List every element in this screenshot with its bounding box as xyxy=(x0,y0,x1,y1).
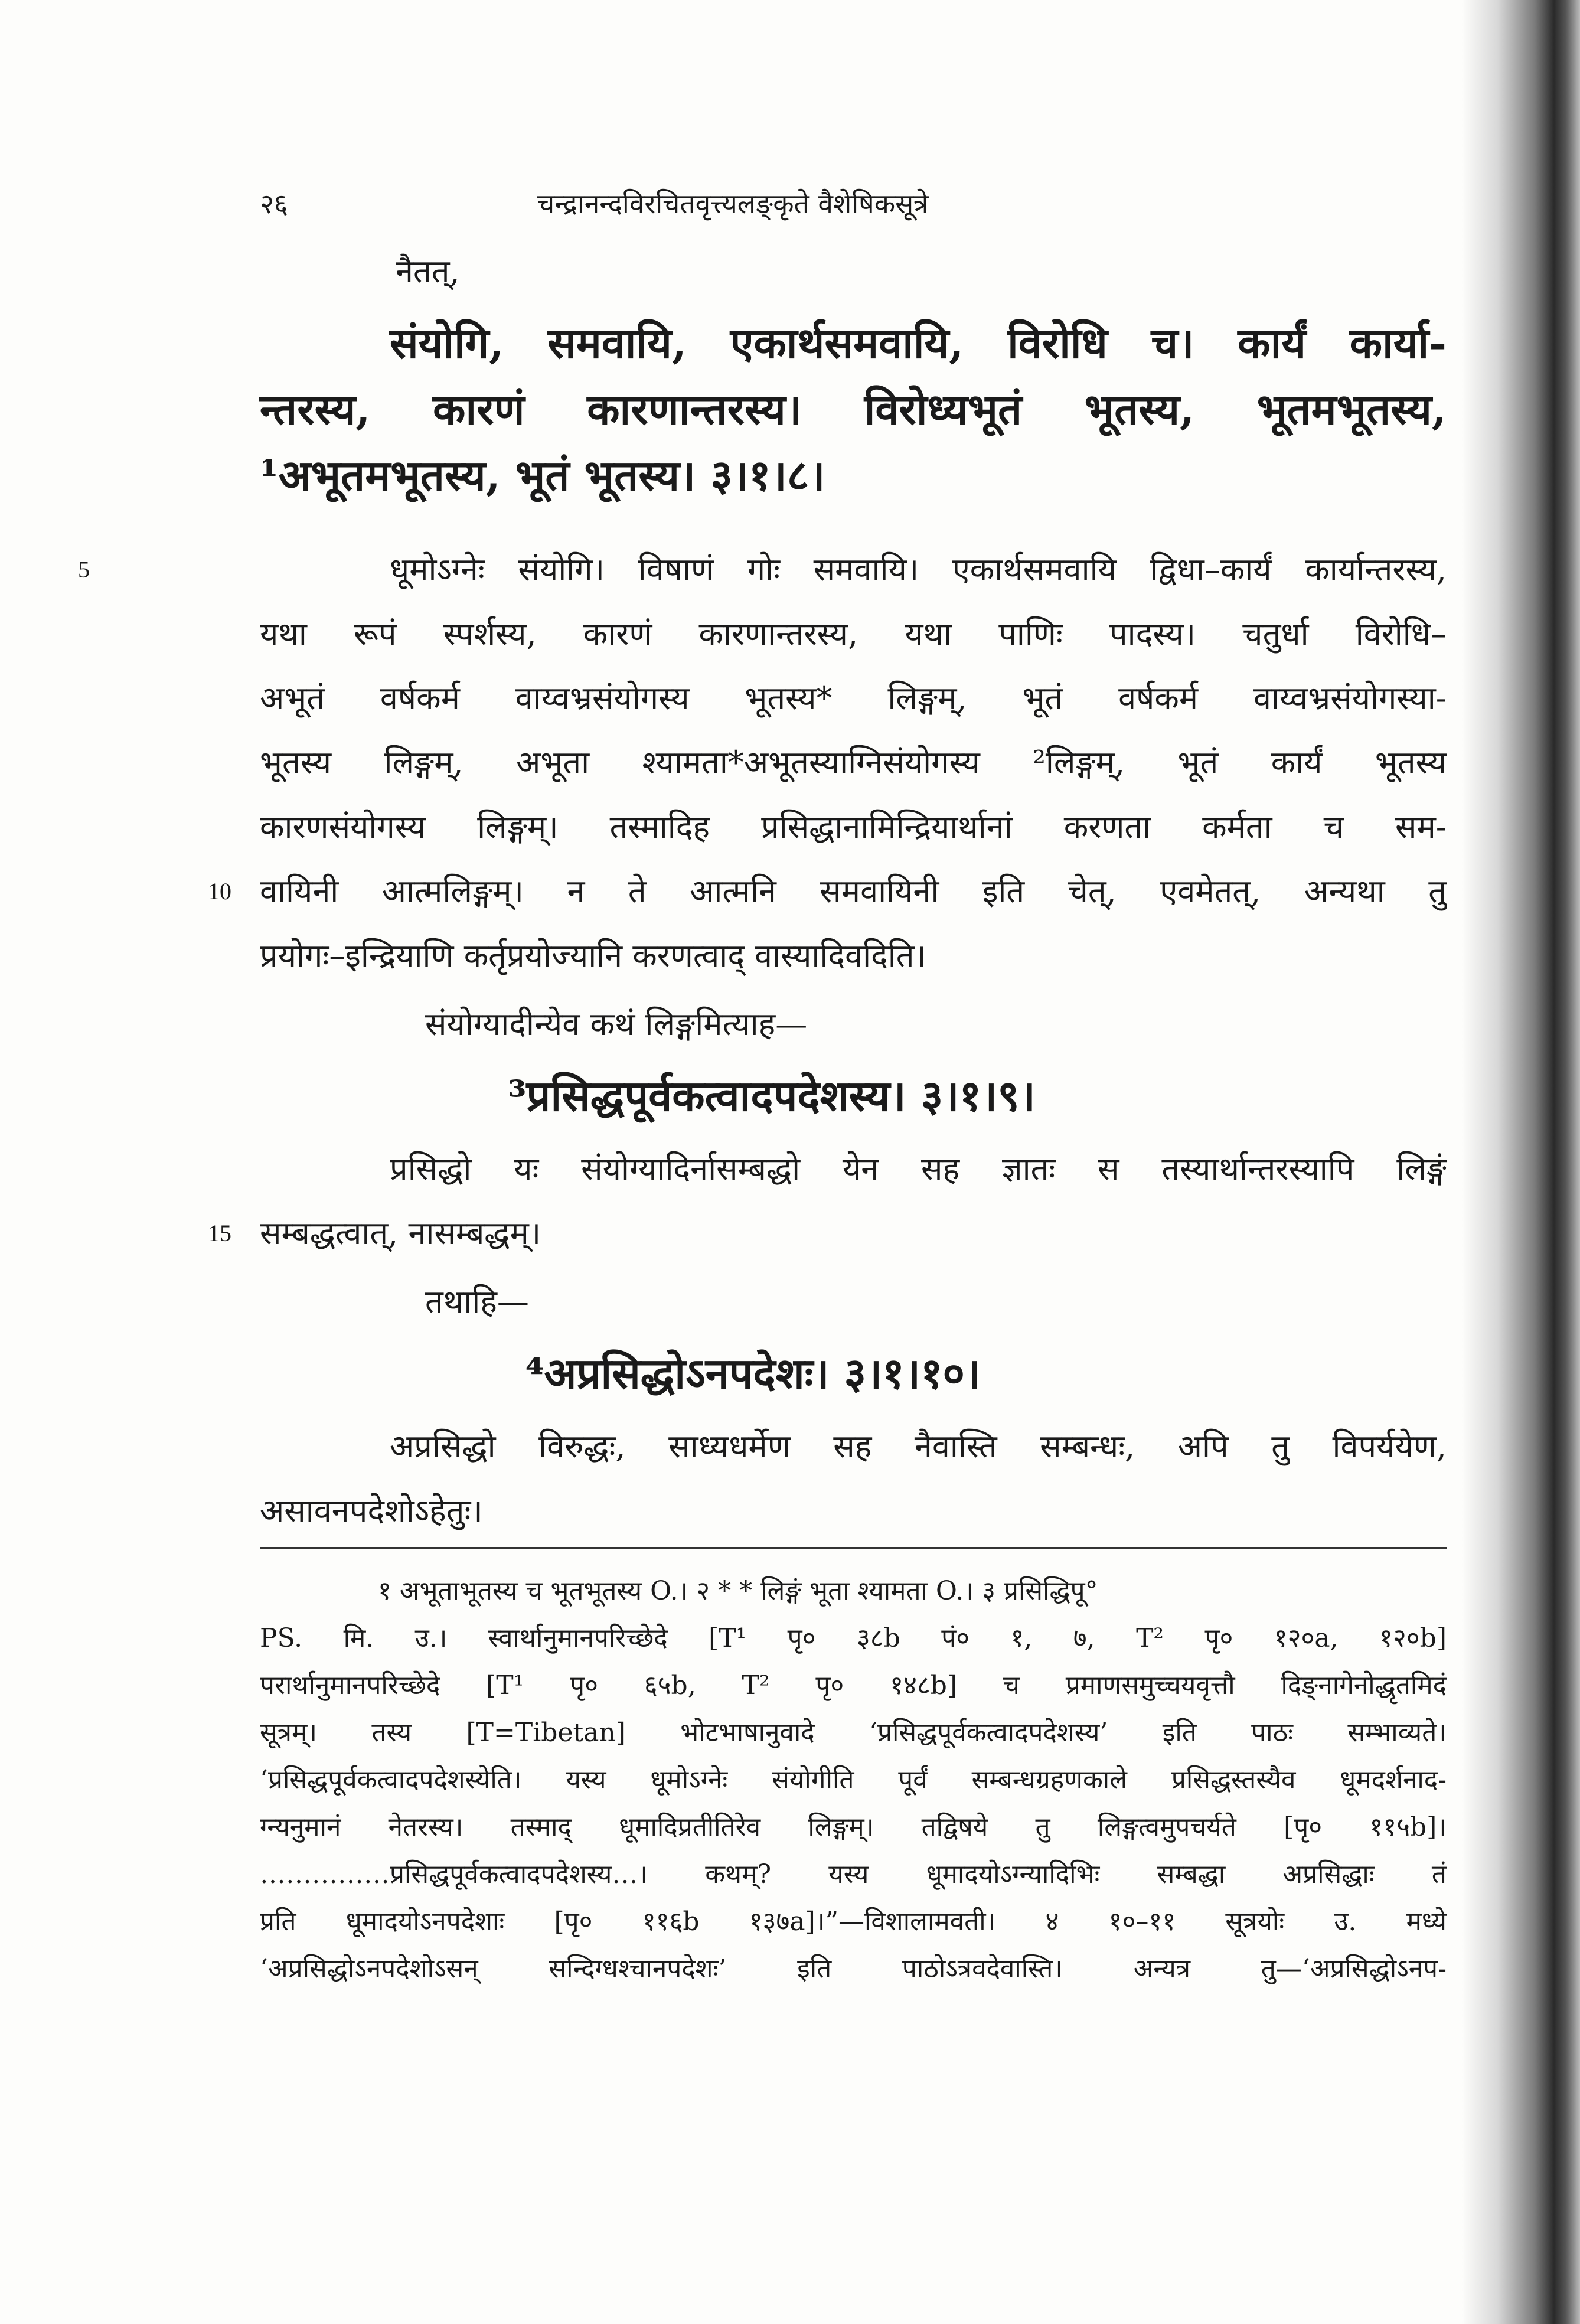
lead-line: तथाहि— xyxy=(425,1283,529,1320)
page-number: २६ xyxy=(260,188,288,220)
footnote-line: ग्न्यनुमानं नेतरस्य। तस्माद् धूमादिप्रतीतिरेव लिङ्गम्। तद्विषये तु लिङ्गत्वमुपचर्यते [पृ० ११५b]। xyxy=(260,1812,1447,1842)
commentary-line: 15 सम्बद्धत्वात्, नासम्बद्धम्। xyxy=(260,1201,1447,1265)
footnote-line: ‘प्रसिद्धपूर्वकत्वादपदेशस्येति। यस्य धूमोऽग्नेः संयोगीति पूर्वं सम्बन्धग्रहणकाले प्रसिद्धस्तस्यैव धूमदर्शनाद- xyxy=(260,1765,1447,1795)
sutra-line: न्तरस्य, कारणं कारणान्तरस्य। विरोध्यभूतं भूतस्य, भूतमभूतस्य, xyxy=(260,384,1447,434)
sutra-3-1-8 xyxy=(260,310,1447,508)
sutra-line: ⁴अप्रसिद्धोऽनपदेशः। ३।१।१०। xyxy=(525,1348,981,1398)
running-header xyxy=(260,177,1447,230)
footnote-line: सूत्रम्। तस्य [T=Tibetan] भोटभाषानुवादे ‘प्रसिद्धपूर्वकत्वादपदेशस्य’ इति पाठः सम्भाव्यते। xyxy=(260,1718,1447,1748)
commentary-line: अप्रसिद्धो विरुद्धः, साध्यधर्मेण सह नैवास्ति सम्बन्धः, अपि तु विपर्ययेण, xyxy=(390,1428,1447,1465)
commentary-line: अभूतं वर्षकर्म वाय्वभ्रसंयोगस्य भूतस्य* लिङ्गम्, भूतं वर्षकर्म वाय्वभ्रसंयोगस्या- xyxy=(260,680,1447,717)
commentary-3-1-10 xyxy=(260,1414,1447,1543)
sutra-line: ³प्रसिद्धपूर्वकत्वादपदेशस्य। ३।१।९। xyxy=(508,1070,1036,1121)
commentary-line: यथा रूपं स्पर्शस्य, कारणं कारणान्तरस्य, यथा पाणिः पादस्य। चतुर्धा विरोधि– xyxy=(260,615,1447,652)
line-number: 10 xyxy=(208,878,231,905)
commentary-line: भूतस्य लिङ्गम्, अभूता श्यामता*अभूतस्याग्निसंयोगस्य ²लिङ्गम्, भूतं कार्यं भूतस्य xyxy=(260,744,1447,781)
sutra-3-1-9 xyxy=(260,1063,1447,1129)
sutra-line: संयोगि, समवायि, एकार्थसमवायि, विरोधि च। कार्यं कार्या- xyxy=(390,318,1447,368)
sutra-line: ¹अभूतमभूतस्य, भूतं भूतस्य। ३।१।८। xyxy=(260,450,825,500)
footnote-line: १ अभूताभूतस्य च भूतभूतस्य O.। २ * * लिङ्गं भूता श्यामता O.। ३ प्रसिद्धिपू° xyxy=(378,1576,1098,1606)
commentary-3-1-8 xyxy=(78,537,1447,988)
footnote-line: प्रति धूमादयोऽनपदेशाः [पृ० ११६b १३७a]।”—विशालामवती। ४ १०–११ सूत्रयोः उ. मध्ये xyxy=(260,1907,1447,1937)
commentary-line: प्रसिद्धो यः संयोग्यादिर्नासम्बद्धो येन सह ज्ञातः स तस्यार्थान्तरस्यापि लिङ्गं xyxy=(390,1150,1447,1187)
intro xyxy=(260,239,1447,303)
commentary-line: 10 वायिनी आत्मलिङ्गम्। न ते आत्मनि समवायिनी इति चेत्, एवमेतत्, अन्यथा तु xyxy=(260,859,1447,923)
sutra-3-1-10 xyxy=(260,1340,1447,1406)
lead-3-1-9 xyxy=(260,992,1447,1056)
commentary-line: कारणसंयोगस्य लिङ्गम्। तस्मादिह प्रसिद्धानामिन्द्रियार्थानां करणता कर्मता च सम- xyxy=(260,808,1447,846)
footnotes xyxy=(260,1568,1447,1993)
footnote-line: परार्थानुमानपरिच्छेदे [T¹ पृ० ६५b, T² पृ० १४८b] च प्रमाणसमुच्चयवृत्तौ दिङ्नागेनोद्धृतमिदं xyxy=(260,1670,1447,1700)
commentary-line: 5 धूमोऽग्नेः संयोगि। विषाणं गोः समवायि। एकार्थसमवायि द्विधा–कार्यं कार्यान्तरस्य, xyxy=(260,537,1447,602)
footnote-rule xyxy=(260,1547,1447,1549)
commentary-line: प्रयोगः–इन्द्रियाणि कर्तृप्रयोज्यानि करणत्वाद् वास्यादिवदिति। xyxy=(260,937,926,974)
line-number: 15 xyxy=(208,1220,231,1246)
footnote-line: ……………प्रसिद्धपूर्वकत्वादपदेशस्य…। कथम्? यस्य धूमादयोऽग्न्यादिभिः सम्बद्धा अप्रसिद्धाः तं xyxy=(260,1859,1447,1889)
line-number: 5 xyxy=(78,556,90,583)
footnote-line: ‘अप्रसिद्धोऽनपदेशोऽसन् सन्दिग्धश्चानपदेशः’ इति पाठोऽत्रवदेवास्ति। अन्यत्र तु—‘अप्रसिद्धोऽनप- xyxy=(260,1954,1447,1984)
commentary-3-1-9 xyxy=(208,1137,1447,1265)
lead-line: संयोग्यादीन्येव कथं लिङ्गमित्याह— xyxy=(425,1006,808,1043)
intro-line: नैतत्, xyxy=(396,253,460,290)
book-binding-shadow xyxy=(1462,0,1580,2324)
footnote-line: PS. मि. उ.। स्वार्थानुमानपरिच्छेदे [T¹ पृ० ३८b पं० १, ७, T² पृ० १२०a, १२०b] xyxy=(260,1623,1447,1653)
commentary-line: असावनपदेशोऽहेतुः। xyxy=(260,1492,483,1529)
running-title: चन्द्रानन्दविरचितवृत्त्यलङ्कृते वैशेषिकसूत्रे xyxy=(537,188,929,220)
lead-3-1-10 xyxy=(260,1269,1447,1334)
